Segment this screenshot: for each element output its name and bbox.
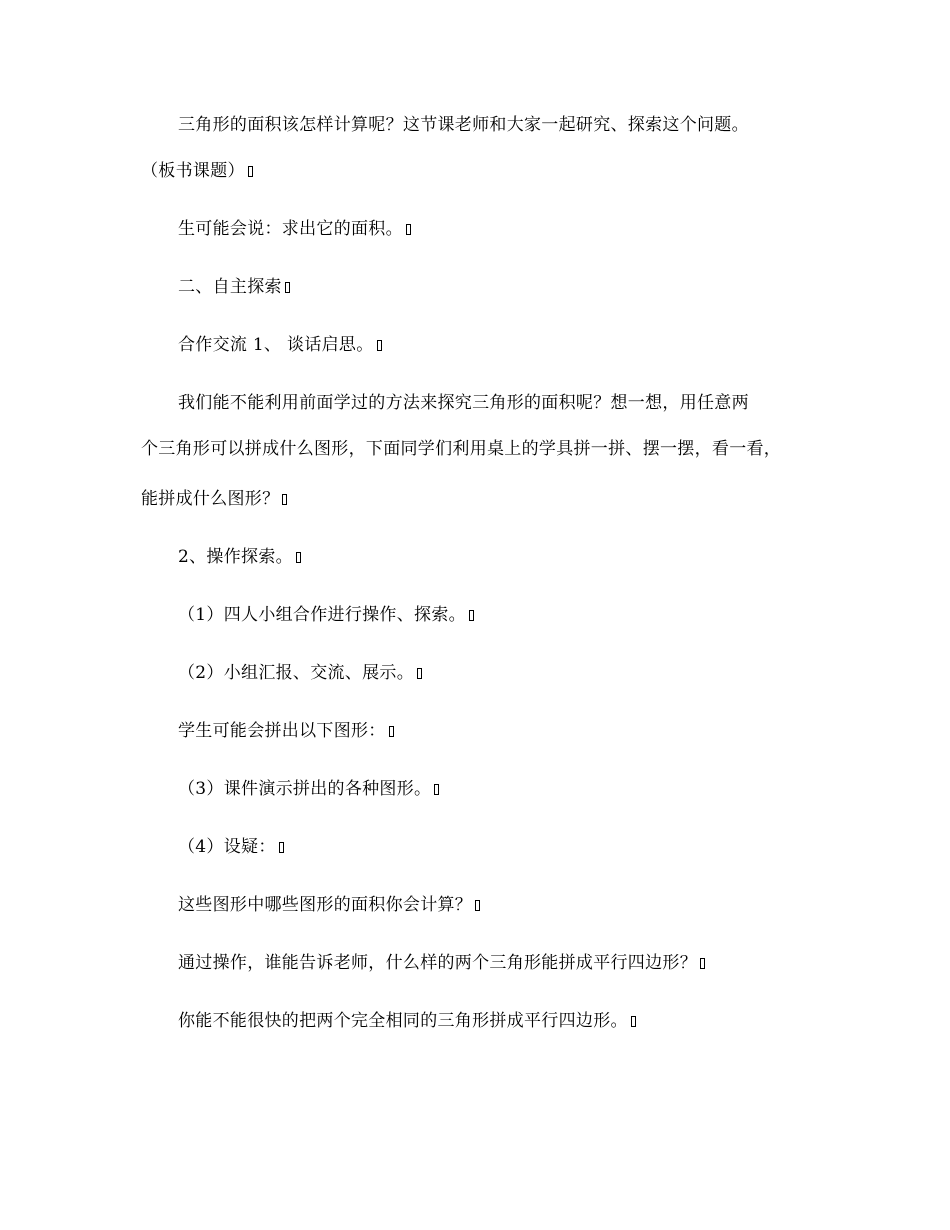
paragraph-line: 能拼成什么图形？ bbox=[141, 488, 287, 510]
line-end-mark bbox=[279, 842, 284, 853]
line-end-mark bbox=[475, 900, 480, 911]
paragraph-line: （1）四人小组合作进行操作、探索。 bbox=[178, 604, 474, 626]
line-end-mark bbox=[248, 166, 253, 177]
paragraph-line: 我们能不能利用前面学过的方法来探究三角形的面积呢？想一想，用任意两 bbox=[178, 393, 749, 413]
section-heading: 二、自主探索 bbox=[178, 276, 290, 298]
paragraph-line: 你能不能很快的把两个完全相同的三角形拼成平行四边形。 bbox=[178, 1010, 636, 1032]
line-end-mark bbox=[296, 552, 301, 563]
paragraph-line: 合作交流 1、 谈话启思。 bbox=[178, 334, 382, 356]
paragraph-line: 通过操作，谁能告诉老师，什么样的两个三角形能拼成平行四边形？ bbox=[178, 952, 705, 974]
paragraph-line: （3）课件演示拼出的各种图形。 bbox=[178, 778, 439, 800]
line-end-mark bbox=[417, 668, 422, 679]
line-end-mark bbox=[406, 224, 411, 235]
line-end-mark bbox=[389, 726, 394, 737]
line-end-mark bbox=[377, 340, 382, 351]
line-end-mark bbox=[282, 494, 287, 505]
line-end-mark bbox=[700, 958, 705, 969]
line-end-mark bbox=[285, 282, 290, 293]
paragraph-line: （板书课题） bbox=[141, 160, 253, 182]
paragraph-line: 2、操作探索。 bbox=[178, 546, 301, 568]
paragraph-line: 三角形的面积该怎样计算呢？这节课老师和大家一起研究、探索这个问题。 bbox=[178, 115, 749, 135]
paragraph-line: 学生可能会拼出以下图形： bbox=[178, 720, 394, 742]
paragraph-line: （4）设疑： bbox=[178, 836, 284, 858]
paragraph-line: （2）小组汇报、交流、展示。 bbox=[178, 662, 422, 684]
line-end-mark bbox=[469, 610, 474, 621]
line-end-mark bbox=[434, 784, 439, 795]
line-end-mark bbox=[631, 1016, 636, 1027]
paragraph-line: 个三角形可以拼成什么图形，下面同学们利用桌上的学具拼一拼、摆一摆，看一看， bbox=[141, 439, 782, 459]
paragraph-line: 这些图形中哪些图形的面积你会计算？ bbox=[178, 894, 480, 916]
paragraph-line: 生可能会说：求出它的面积。 bbox=[178, 218, 411, 240]
